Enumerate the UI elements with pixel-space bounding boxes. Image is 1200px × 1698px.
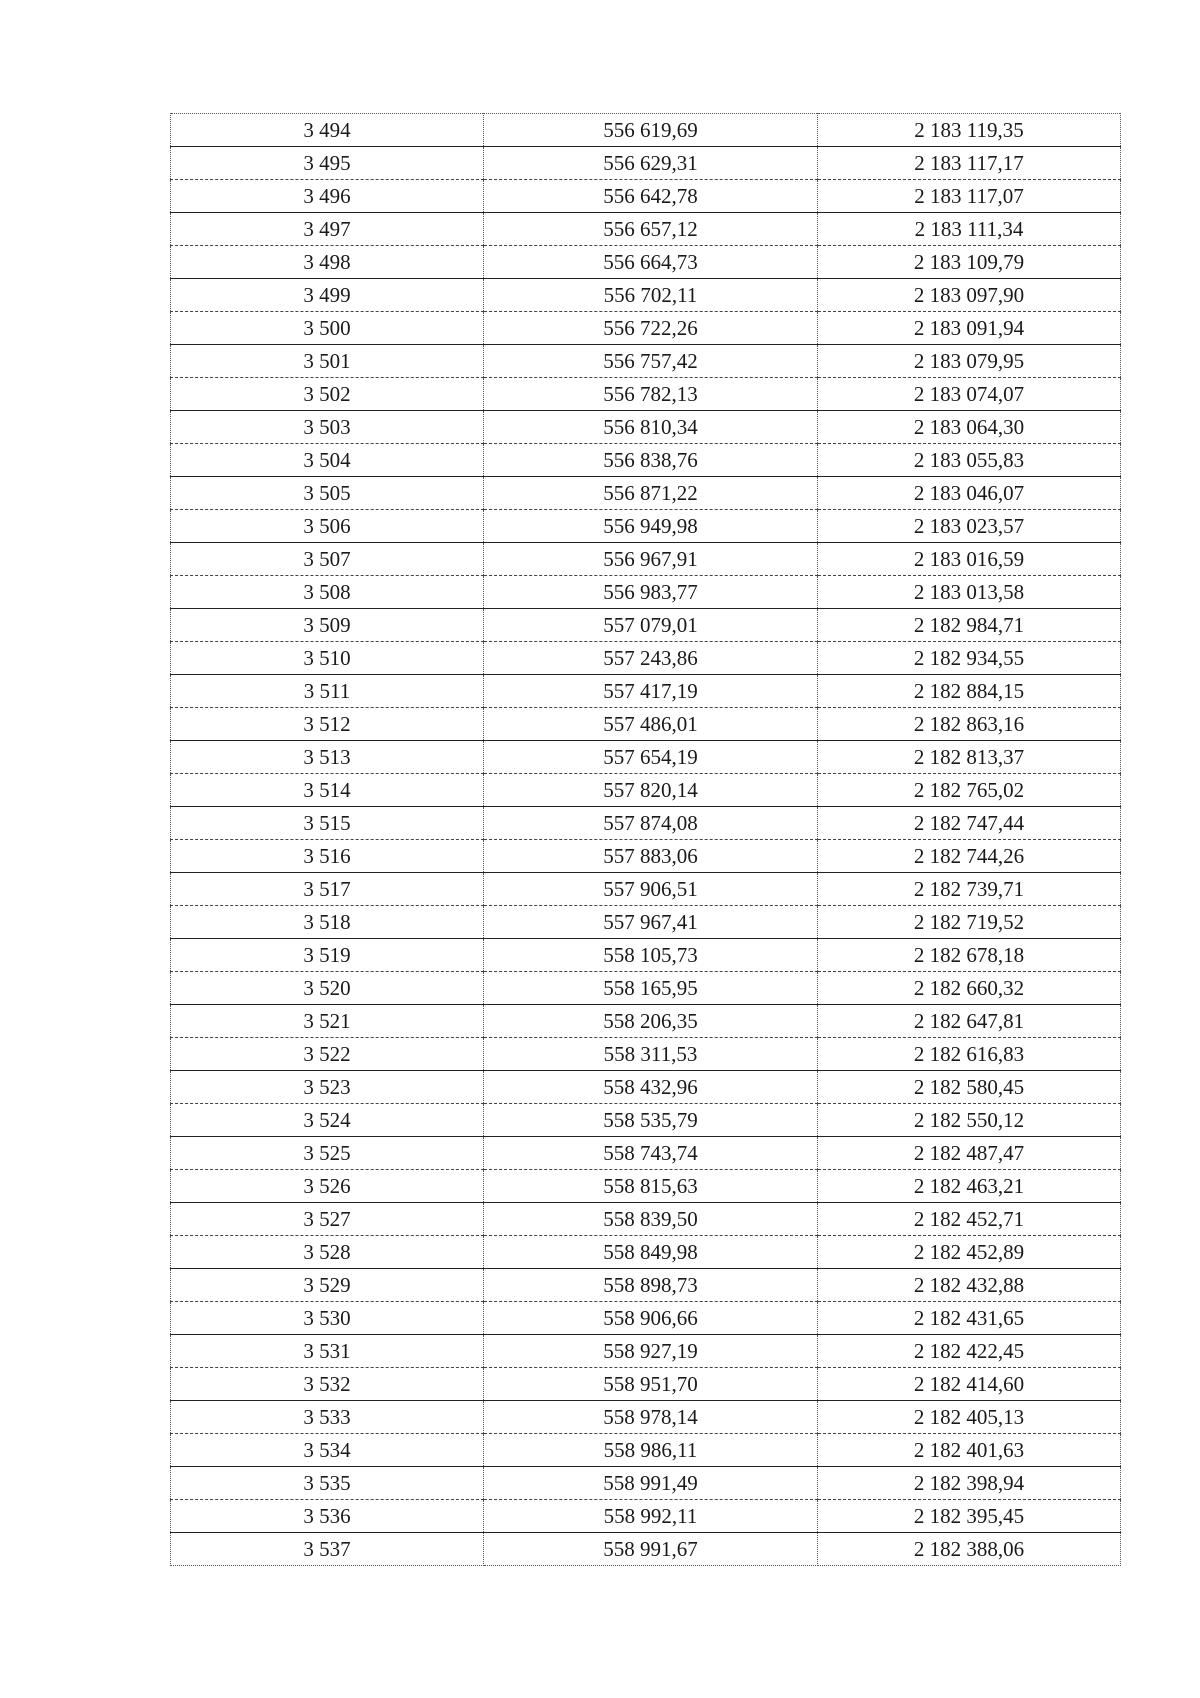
y-coordinate-cell: 2 183 119,35: [818, 114, 1121, 147]
table-row: [171, 1302, 1121, 1335]
point-number-cell: 3 499: [171, 279, 484, 312]
table-row: [171, 510, 1121, 543]
x-coordinate-cell: 558 311,53: [484, 1038, 818, 1071]
table-row: [171, 1335, 1121, 1368]
point-number-cell: 3 527: [171, 1203, 484, 1236]
table-row: [171, 972, 1121, 1005]
x-coordinate-cell: 558 815,63: [484, 1170, 818, 1203]
table-row: [171, 1170, 1121, 1203]
x-coordinate-cell: 558 849,98: [484, 1236, 818, 1269]
x-coordinate-cell: 556 702,11: [484, 279, 818, 312]
table-row: [171, 1137, 1121, 1170]
y-coordinate-cell: 2 182 678,18: [818, 939, 1121, 972]
y-coordinate-cell: 2 183 117,17: [818, 147, 1121, 180]
x-coordinate-cell: 556 657,12: [484, 213, 818, 246]
x-coordinate-cell: 556 871,22: [484, 477, 818, 510]
point-number-cell: 3 497: [171, 213, 484, 246]
x-coordinate-cell: 557 883,06: [484, 840, 818, 873]
y-coordinate-cell: 2 182 747,44: [818, 807, 1121, 840]
point-number-cell: 3 532: [171, 1368, 484, 1401]
x-coordinate-cell: 558 105,73: [484, 939, 818, 972]
y-coordinate-cell: 2 182 395,45: [818, 1500, 1121, 1533]
table-row: [171, 312, 1121, 345]
table-row: [171, 1104, 1121, 1137]
y-coordinate-cell: 2 182 863,16: [818, 708, 1121, 741]
point-number-cell: 3 506: [171, 510, 484, 543]
point-number-cell: 3 516: [171, 840, 484, 873]
point-number-cell: 3 517: [171, 873, 484, 906]
y-coordinate-cell: 2 182 765,02: [818, 774, 1121, 807]
y-coordinate-cell: 2 183 117,07: [818, 180, 1121, 213]
x-coordinate-cell: 556 810,34: [484, 411, 818, 444]
table-row: [171, 576, 1121, 609]
point-number-cell: 3 534: [171, 1434, 484, 1467]
point-number-cell: 3 515: [171, 807, 484, 840]
table-row: [171, 1368, 1121, 1401]
y-coordinate-cell: 2 183 111,34: [818, 213, 1121, 246]
point-number-cell: 3 504: [171, 444, 484, 477]
y-coordinate-cell: 2 182 744,26: [818, 840, 1121, 873]
point-number-cell: 3 522: [171, 1038, 484, 1071]
x-coordinate-cell: 557 417,19: [484, 675, 818, 708]
table-row: [171, 840, 1121, 873]
y-coordinate-cell: 2 183 013,58: [818, 576, 1121, 609]
point-number-cell: 3 513: [171, 741, 484, 774]
x-coordinate-cell: 557 243,86: [484, 642, 818, 675]
coordinates-table: [170, 113, 1121, 1566]
y-coordinate-cell: 2 182 984,71: [818, 609, 1121, 642]
x-coordinate-cell: 558 951,70: [484, 1368, 818, 1401]
y-coordinate-cell: 2 183 023,57: [818, 510, 1121, 543]
y-coordinate-cell: 2 183 046,07: [818, 477, 1121, 510]
y-coordinate-cell: 2 182 422,45: [818, 1335, 1121, 1368]
x-coordinate-cell: 557 654,19: [484, 741, 818, 774]
table-row: [171, 708, 1121, 741]
table-row: [171, 675, 1121, 708]
point-number-cell: 3 518: [171, 906, 484, 939]
table-row: [171, 1467, 1121, 1500]
x-coordinate-cell: 558 206,35: [484, 1005, 818, 1038]
point-number-cell: 3 496: [171, 180, 484, 213]
table-row: [171, 774, 1121, 807]
table-row: [171, 279, 1121, 312]
table-row: [171, 246, 1121, 279]
x-coordinate-cell: 558 927,19: [484, 1335, 818, 1368]
point-number-cell: 3 533: [171, 1401, 484, 1434]
point-number-cell: 3 520: [171, 972, 484, 1005]
point-number-cell: 3 514: [171, 774, 484, 807]
x-coordinate-cell: 558 991,67: [484, 1533, 818, 1566]
table-row: [171, 1203, 1121, 1236]
table-row: [171, 1005, 1121, 1038]
x-coordinate-cell: 556 629,31: [484, 147, 818, 180]
point-number-cell: 3 509: [171, 609, 484, 642]
point-number-cell: 3 528: [171, 1236, 484, 1269]
y-coordinate-cell: 2 182 452,71: [818, 1203, 1121, 1236]
x-coordinate-cell: 556 782,13: [484, 378, 818, 411]
table-row: [171, 378, 1121, 411]
x-coordinate-cell: 556 967,91: [484, 543, 818, 576]
point-number-cell: 3 524: [171, 1104, 484, 1137]
y-coordinate-cell: 2 183 055,83: [818, 444, 1121, 477]
x-coordinate-cell: 558 535,79: [484, 1104, 818, 1137]
y-coordinate-cell: 2 183 016,59: [818, 543, 1121, 576]
table-row: [171, 147, 1121, 180]
point-number-cell: 3 519: [171, 939, 484, 972]
point-number-cell: 3 508: [171, 576, 484, 609]
x-coordinate-cell: 557 967,41: [484, 906, 818, 939]
table-row: [171, 609, 1121, 642]
table-row: [171, 180, 1121, 213]
y-coordinate-cell: 2 183 091,94: [818, 312, 1121, 345]
table-row: [171, 642, 1121, 675]
x-coordinate-cell: 557 820,14: [484, 774, 818, 807]
x-coordinate-cell: 558 978,14: [484, 1401, 818, 1434]
table-row: [171, 477, 1121, 510]
y-coordinate-cell: 2 183 097,90: [818, 279, 1121, 312]
point-number-cell: 3 526: [171, 1170, 484, 1203]
y-coordinate-cell: 2 182 388,06: [818, 1533, 1121, 1566]
x-coordinate-cell: 556 619,69: [484, 114, 818, 147]
x-coordinate-cell: 558 991,49: [484, 1467, 818, 1500]
x-coordinate-cell: 557 874,08: [484, 807, 818, 840]
y-coordinate-cell: 2 182 719,52: [818, 906, 1121, 939]
y-coordinate-cell: 2 183 079,95: [818, 345, 1121, 378]
y-coordinate-cell: 2 182 660,32: [818, 972, 1121, 1005]
table-row: [171, 1236, 1121, 1269]
point-number-cell: 3 505: [171, 477, 484, 510]
point-number-cell: 3 498: [171, 246, 484, 279]
table-row: [171, 873, 1121, 906]
point-number-cell: 3 495: [171, 147, 484, 180]
y-coordinate-cell: 2 182 934,55: [818, 642, 1121, 675]
y-coordinate-cell: 2 182 580,45: [818, 1071, 1121, 1104]
x-coordinate-cell: 556 983,77: [484, 576, 818, 609]
x-coordinate-cell: 556 838,76: [484, 444, 818, 477]
point-number-cell: 3 537: [171, 1533, 484, 1566]
y-coordinate-cell: 2 182 487,47: [818, 1137, 1121, 1170]
table-row: [171, 906, 1121, 939]
table-row: [171, 1401, 1121, 1434]
y-coordinate-cell: 2 182 884,15: [818, 675, 1121, 708]
point-number-cell: 3 503: [171, 411, 484, 444]
table-row: [171, 741, 1121, 774]
y-coordinate-cell: 2 182 398,94: [818, 1467, 1121, 1500]
x-coordinate-cell: 558 743,74: [484, 1137, 818, 1170]
x-coordinate-cell: 558 432,96: [484, 1071, 818, 1104]
point-number-cell: 3 525: [171, 1137, 484, 1170]
y-coordinate-cell: 2 182 452,89: [818, 1236, 1121, 1269]
y-coordinate-cell: 2 182 432,88: [818, 1269, 1121, 1302]
table-row: [171, 939, 1121, 972]
x-coordinate-cell: 556 642,78: [484, 180, 818, 213]
x-coordinate-cell: 557 486,01: [484, 708, 818, 741]
y-coordinate-cell: 2 182 463,21: [818, 1170, 1121, 1203]
table-row: [171, 114, 1121, 147]
y-coordinate-cell: 2 182 405,13: [818, 1401, 1121, 1434]
point-number-cell: 3 521: [171, 1005, 484, 1038]
x-coordinate-cell: 556 664,73: [484, 246, 818, 279]
y-coordinate-cell: 2 183 109,79: [818, 246, 1121, 279]
x-coordinate-cell: 556 722,26: [484, 312, 818, 345]
y-coordinate-cell: 2 183 064,30: [818, 411, 1121, 444]
x-coordinate-cell: 558 165,95: [484, 972, 818, 1005]
x-coordinate-cell: 557 906,51: [484, 873, 818, 906]
y-coordinate-cell: 2 182 647,81: [818, 1005, 1121, 1038]
table-row: [171, 345, 1121, 378]
coordinates-table-body: [171, 114, 1121, 1566]
x-coordinate-cell: 558 992,11: [484, 1500, 818, 1533]
point-number-cell: 3 502: [171, 378, 484, 411]
x-coordinate-cell: 556 949,98: [484, 510, 818, 543]
y-coordinate-cell: 2 183 074,07: [818, 378, 1121, 411]
table-row: [171, 411, 1121, 444]
point-number-cell: 3 511: [171, 675, 484, 708]
point-number-cell: 3 500: [171, 312, 484, 345]
point-number-cell: 3 501: [171, 345, 484, 378]
point-number-cell: 3 523: [171, 1071, 484, 1104]
table-row: [171, 1533, 1121, 1566]
y-coordinate-cell: 2 182 616,83: [818, 1038, 1121, 1071]
x-coordinate-cell: 558 906,66: [484, 1302, 818, 1335]
point-number-cell: 3 535: [171, 1467, 484, 1500]
x-coordinate-cell: 558 986,11: [484, 1434, 818, 1467]
point-number-cell: 3 530: [171, 1302, 484, 1335]
table-row: [171, 444, 1121, 477]
table-row: [171, 543, 1121, 576]
table-row: [171, 1269, 1121, 1302]
x-coordinate-cell: 558 839,50: [484, 1203, 818, 1236]
y-coordinate-cell: 2 182 401,63: [818, 1434, 1121, 1467]
point-number-cell: 3 512: [171, 708, 484, 741]
x-coordinate-cell: 556 757,42: [484, 345, 818, 378]
table-row: [171, 807, 1121, 840]
y-coordinate-cell: 2 182 550,12: [818, 1104, 1121, 1137]
table-row: [171, 1038, 1121, 1071]
y-coordinate-cell: 2 182 431,65: [818, 1302, 1121, 1335]
point-number-cell: 3 531: [171, 1335, 484, 1368]
x-coordinate-cell: 557 079,01: [484, 609, 818, 642]
table-row: [171, 1071, 1121, 1104]
table-row: [171, 213, 1121, 246]
point-number-cell: 3 494: [171, 114, 484, 147]
point-number-cell: 3 536: [171, 1500, 484, 1533]
point-number-cell: 3 529: [171, 1269, 484, 1302]
table-row: [171, 1434, 1121, 1467]
y-coordinate-cell: 2 182 813,37: [818, 741, 1121, 774]
y-coordinate-cell: 2 182 739,71: [818, 873, 1121, 906]
y-coordinate-cell: 2 182 414,60: [818, 1368, 1121, 1401]
point-number-cell: 3 507: [171, 543, 484, 576]
table-row: [171, 1500, 1121, 1533]
x-coordinate-cell: 558 898,73: [484, 1269, 818, 1302]
point-number-cell: 3 510: [171, 642, 484, 675]
